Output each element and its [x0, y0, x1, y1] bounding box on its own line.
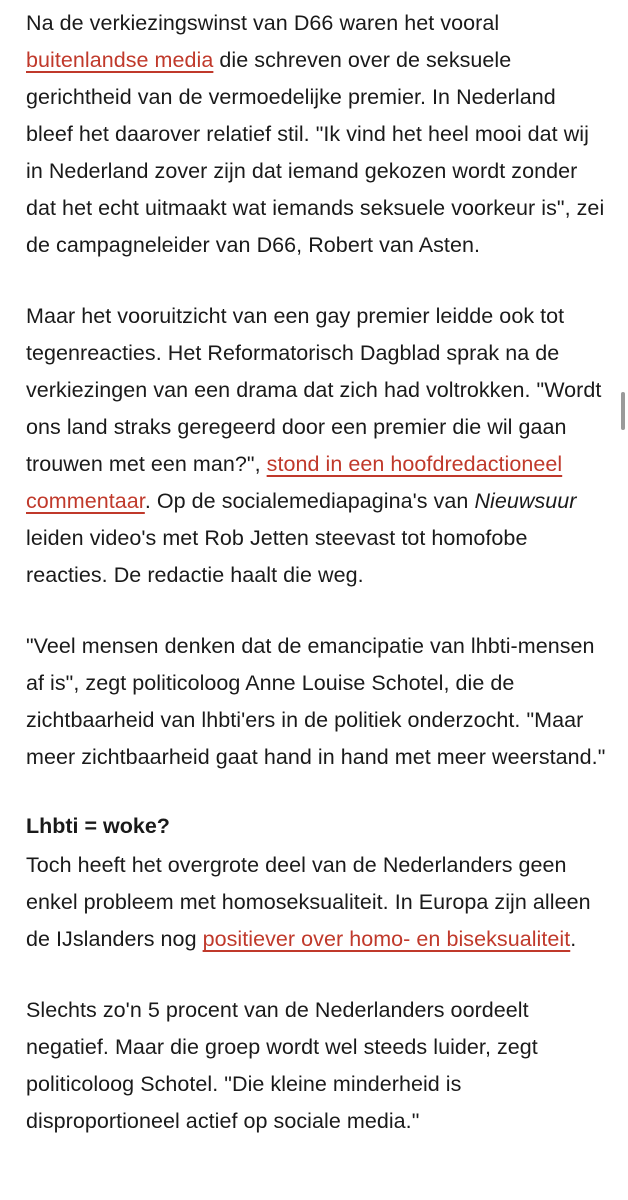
paragraph-text: . [570, 927, 577, 951]
paragraph-4 [26, 847, 606, 958]
paragraph-text: Maar het vooruitzicht van een gay premier leidde ook tot tegenreacties. Het Reformatorisch Dagblad sprak na de verkiezingen van een drama dat zich had voltrokken. "Wordt ons land straks geregeerd door een premier die wil gaan trouwen met een man?", [26, 304, 602, 476]
paragraph-text: Toch heeft het overgrote deel van de Nederlanders geen enkel probleem met homoseksualiteit. In Europa zijn alleen de IJslanders nog [26, 853, 591, 951]
link-buitenlandse-media[interactable]: buitenlandse media [26, 48, 214, 72]
paragraph-1 [26, 5, 606, 264]
paragraph-5: Slechts zo'n 5 procent van de Nederlanders oordeelt negatief. Maar die groep wordt wel steeds luider, zegt politicoloog Schotel. "Die kleine minderheid is disproportioneel actief op sociale media." [26, 998, 538, 1133]
article-body [26, 5, 606, 1140]
paragraph-text: Na de verkiezingswinst van D66 waren het vooral [26, 11, 500, 35]
link-hoofdredactioneel-commentaar[interactable]: stond in een hoofdredactioneel commentaar [26, 452, 563, 513]
scrollbar-thumb[interactable] [621, 392, 625, 430]
paragraph-text: leiden video's met Rob Jetten steevast tot homofobe reacties. De redactie haalt die weg. [26, 526, 528, 587]
section-heading: Lhbti = woke? [26, 814, 170, 838]
paragraph-2 [26, 298, 606, 594]
link-positiever-over-homo-en-biseksualiteit[interactable]: positiever over homo- en biseksualiteit [202, 927, 571, 951]
paragraph-text: . Op de socialemediapagina's van [144, 489, 475, 513]
program-name: Nieuwsuur [474, 489, 577, 513]
paragraph-3: "Veel mensen denken dat de emancipatie van lhbti-mensen af is", zegt politicoloog Anne Louise Schotel, die de zichtbaarheid van lhbti'ers in de politiek onderzocht. "Maar meer zichtbaarheid gaat hand in hand met meer weerstand." [26, 634, 606, 769]
paragraph-text: die schreven over de seksuele gerichtheid van de vermoedelijke premier. In Nederland bleef het daarover relatief stil. "Ik vind het heel mooi dat wij in Nederland zover zijn dat iemand gekozen wordt zonder dat het echt uitmaakt wat iemands seksuele voorkeur is", zei de campagneleider van D66, Robert van Asten. [26, 48, 605, 257]
